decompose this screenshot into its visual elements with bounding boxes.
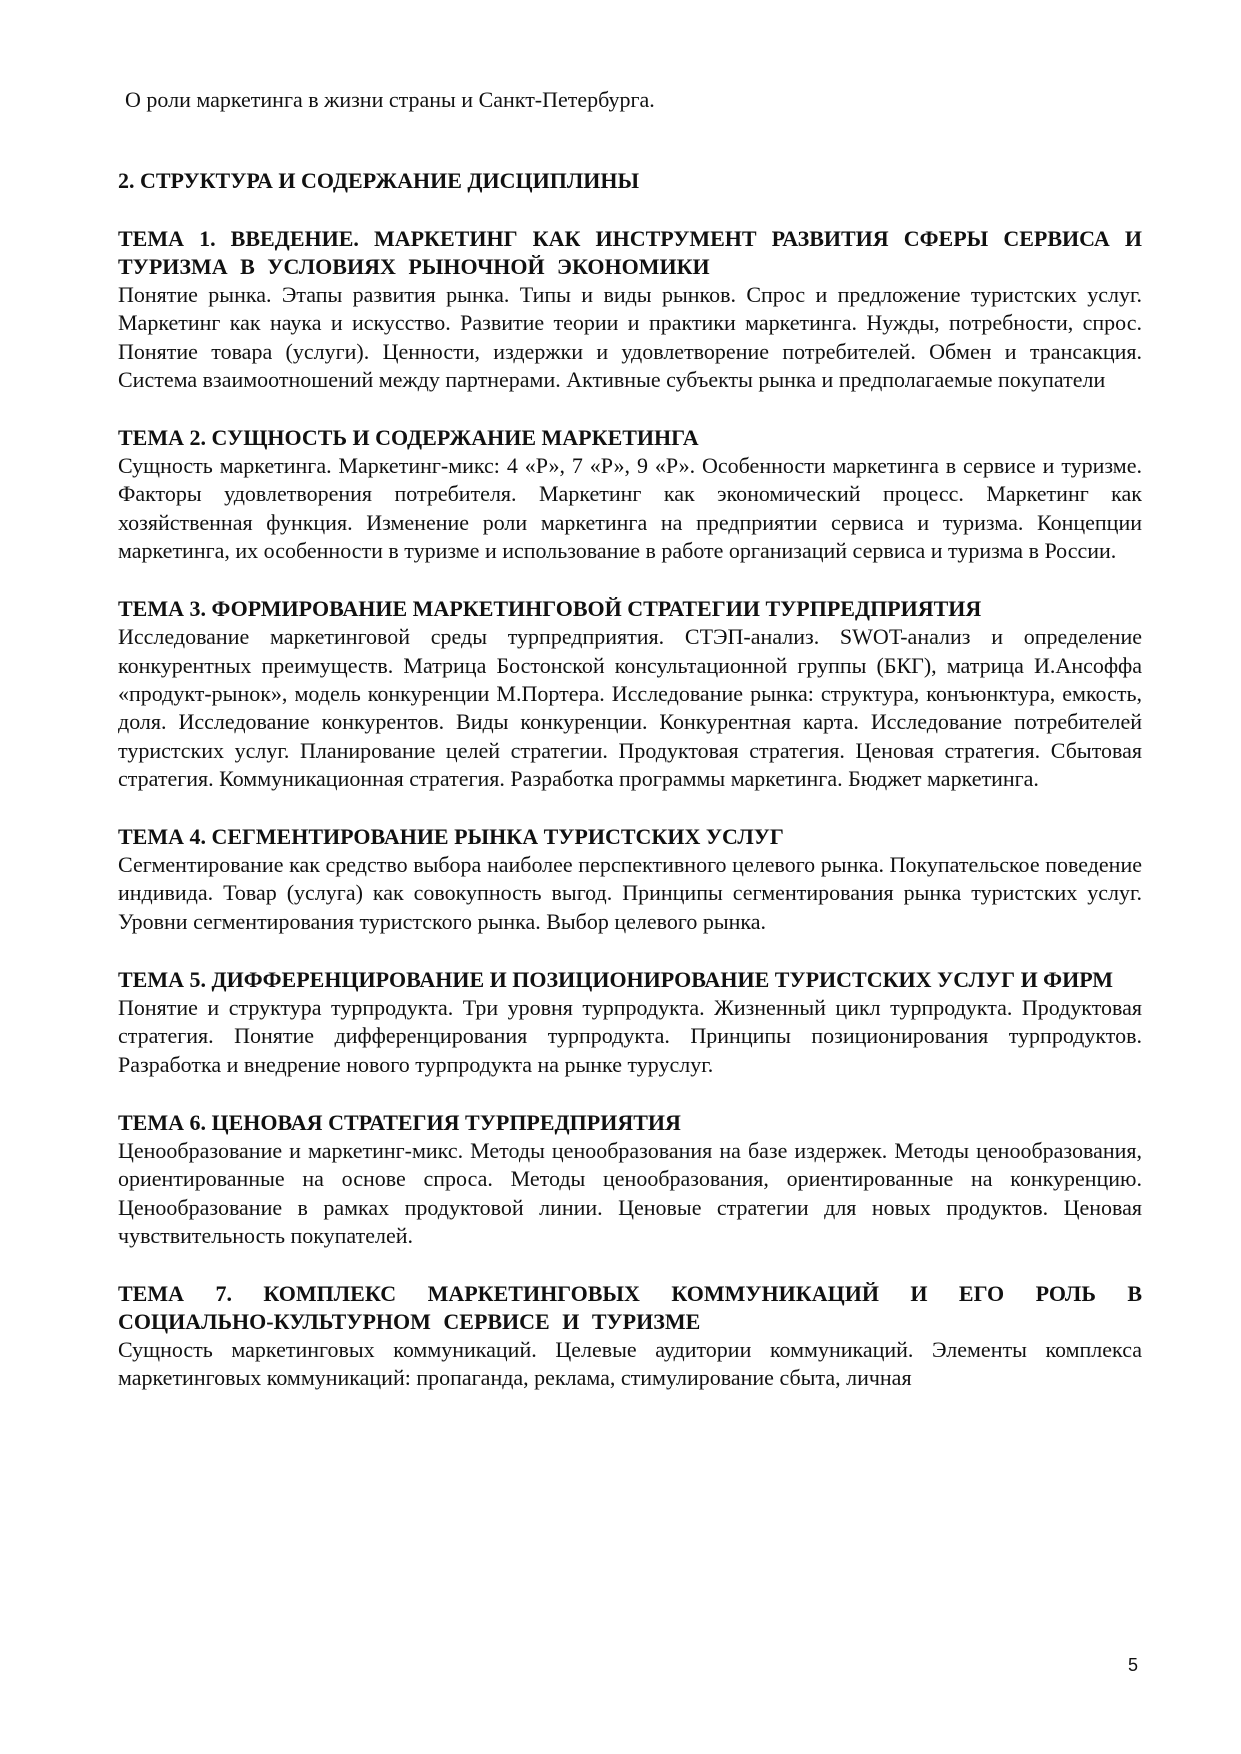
topic-title: ТЕМА 7. КОМПЛЕКС МАРКЕТИНГОВЫХ КОММУНИКАЦИЙ И ЕГО РОЛЬ В СОЦИАЛЬНО-КУЛЬТУРНОМ СЕРВИСЕ И ТУРИЗМЕ [118,1281,1142,1335]
intro-text: О роли маркетинга в жизни страны и Санкт-Петербурга. [125,87,655,112]
topic-title: ТЕМА 5. ДИФФЕРЕНЦИРОВАНИЕ И ПОЗИЦИОНИРОВАНИЕ ТУРИСТСКИХ УСЛУГ И ФИРМ [118,967,1113,993]
topic-body: Сущность маркетинговых коммуникаций. Целевые аудитории коммуникаций. Элементы комплекса маркетинговых коммуникаций: пропаганда, реклама, стимулирование сбыта, личная [118,1337,1142,1391]
topic-body: Ценообразование и маркетинг-микс. Методы ценообразования на базе издержек. Методы ценообразования, ориентированные на основе спроса. Методы ценообразования, ориентированные на конкуренцию. Ценообразование в рамках продуктовой линии. Ценовые стратегии для новых продуктов. Ценовая чувствительность покупателей. [118,1137,1142,1248]
section-title: 2. СТРУКТУРА И СОДЕРЖАНИЕ ДИСЦИПЛИНЫ [118,168,640,193]
topic-6 [118,1109,1142,1250]
topic-title: ТЕМА 3. ФОРМИРОВАНИЕ МАРКЕТИНГОВОЙ СТРАТЕГИИ ТУРПРЕДПРИЯТИЯ [118,596,982,622]
topic-title: ТЕМА 6. ЦЕНОВАЯ СТРАТЕГИЯ ТУРПРЕДПРИЯТИЯ [118,1109,681,1135]
topic-title: ТЕМА 2. СУЩНОСТЬ И СОДЕРЖАНИЕ МАРКЕТИНГА [118,425,699,451]
topic-title: ТЕМА 4. СЕГМЕНТИРОВАНИЕ РЫНКА ТУРИСТСКИХ УСЛУГ [118,824,784,850]
topic-4 [118,823,1142,936]
topic-7 [118,1280,1142,1393]
topic-body: Понятие и структура турпродукта. Три уровня турпродукта. Жизненный цикл турпродукта. Продуктовая стратегия. Понятие дифференцирования турпродукта. Принципы позиционирования турпродуктов. Разработка и внедрение нового турпродукта на рынке туруслуг. [118,995,1142,1077]
topic-body: Сущность маркетинга. Маркетинг-микс: 4 «Р», 7 «Р», 9 «Р». Особенности маркетинга в сервисе и туризме. Факторы удовлетворения потребителя. Маркетинг как экономический процесс. Маркетинг как хозяйственная функция. Изменение роли маркетинга на предприятии сервиса и туризма. Концепции маркетинга, их особенности в туризме и использование в работе организаций сервиса и туризма в России. [118,453,1142,564]
topic-1 [118,225,1142,394]
topic-body: Сегментирование как средство выбора наиболее перспективного целевого рынка. Покупательское поведение индивида. Товар (услуга) как совокупность выгод. Принципы сегментирования рынка туристских услуг. Уровни сегментирования туристского рынка. Выбор целевого рынка. [118,852,1142,934]
topic-2 [118,424,1142,565]
topic-5 [118,966,1142,1079]
topic-body: Понятие рынка. Этапы развития рынка. Типы и виды рынков. Спрос и предложение туристских услуг. Маркетинг как наука и искусство. Развитие теории и практики маркетинга. Нужды, потребности, спрос. Понятие товара (услуги). Ценности, издержки и удовлетворение потребителей. Обмен и трансакция. Система взаимоотношений между партнерами. Активные субъекты рынка и предполагаемые покупатели [118,282,1142,392]
topic-body: Исследование маркетинговой среды турпредприятия. СТЭП-анализ. SWOT-анализ и определение конкурентных преимуществ. Матрица Бостонской консультационной группы (БКГ), матрица И.Ансоффа «продукт-рынок», модель конкуренции М.Портера. Исследование рынка: структура, конъюнктура, емкость, доля. Исследование конкурентов. Виды конкуренции. Конкурентная карта. Исследование потребителей туристских услуг. Планирование целей стратегии. Продуктовая стратегия. Ценовая стратегия. Сбытовая стратегия. Коммуникационная стратегия. Разработка программы маркетинга. Бюджет маркетинга. [118,624,1142,791]
topic-title: ТЕМА 1. ВВЕДЕНИЕ. МАРКЕТИНГ КАК ИНСТРУМЕНТ РАЗВИТИЯ СФЕРЫ СЕРВИСА И ТУРИЗМА В УСЛОВИЯХ РЫНОЧНОЙ ЭКОНОМИКИ [118,226,1142,279]
page-number: 5 [1128,1655,1139,1675]
topic-3 [118,595,1142,793]
document-page [118,86,1142,1393]
